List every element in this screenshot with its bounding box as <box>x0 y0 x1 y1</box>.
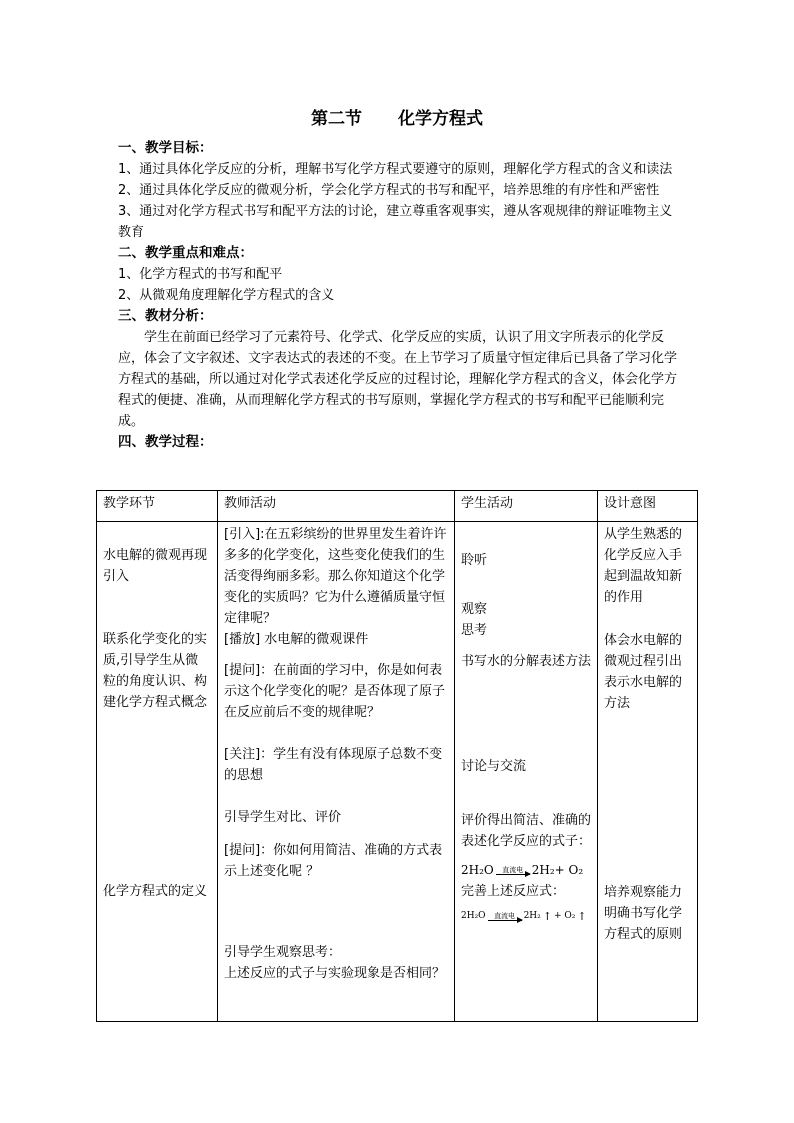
key-point-item: 2、从微观角度理解化学方程式的含义 <box>118 288 335 303</box>
gas-up-arrow-icon: ↑ <box>542 910 552 923</box>
intent-column <box>598 522 698 1022</box>
key-point-item: 1、化学方程式的书写和配平 <box>118 267 283 282</box>
equation-simple <box>461 860 591 881</box>
section-name: 化学方程式 <box>398 109 483 129</box>
header-intent: 设计意图 <box>598 491 698 522</box>
analysis-heading: 三、教材分析： <box>118 308 213 324</box>
reaction-arrow <box>488 912 522 921</box>
stage-item: 联系化学变化的实质,引导学生从微粒的角度认识、构建化学方程式概念 <box>103 632 208 710</box>
teacher-item: [提问]：在前面的学习中，你是如何表示这个化学变化的呢？是否体现了原子在反应前后不变的规律呢？ <box>224 663 446 720</box>
equation-product-h2: 2H₂ <box>523 911 541 921</box>
lesson-plan-body <box>118 138 678 453</box>
teacher-item: [引入]:在五彩缤纷的世界里发生着许许多多的化学变化，这些变化使我们的生活变得绚丽多彩。那么你知道这个化学变化的实质吗？它为什么遵循质量守恒定律呢？ <box>224 527 447 626</box>
student-item: 聆听 <box>461 553 488 568</box>
reaction-condition: 直流电 <box>494 912 516 920</box>
teaching-process-table <box>96 490 698 1022</box>
teacher-item: 引导学生对比、评价 <box>224 810 342 825</box>
section-number: 第二节 <box>311 109 362 129</box>
teacher-item: 引导学生观察思考： <box>224 945 342 960</box>
table-body-row <box>97 522 698 1022</box>
analysis-text: 学生在前面已经学习了元素符号、化学式、化学反应的实质，认识了用文字所表示的化学反应，体会了文字叙述、文字表达式的表述的不变。在上节学习了质量守恒定律后已具备了学习化学方程式的基础，所以通过对化学式表述化学反应的过程讨论，理解化学方程式的含义，体会化学方程式的便捷、准确，从而理解化学方程式的书写原则，掌握化学方程式的书写和配平已能顺利完成。 <box>118 330 678 429</box>
equation-product-o2: + O₂ <box>553 911 576 921</box>
teacher-item: [播放] 水电解的微观课件 <box>224 632 369 647</box>
process-heading: 四、教学过程： <box>118 434 213 450</box>
student-item: 观察 <box>461 602 488 617</box>
equation-complete <box>461 906 591 927</box>
header-student: 学生活动 <box>455 491 598 522</box>
stage-item: 化学方程式的定义 <box>103 884 208 899</box>
teacher-item: 上述反应的式子与实验现象是否相同？ <box>224 966 446 981</box>
equation-reactant: 2H₂O <box>461 863 494 877</box>
student-item: 评价得出简洁、准确的表述化学反应的式子： <box>461 813 592 849</box>
teacher-item: [关注]：学生有没有体现原子总数不变的思想 <box>224 747 443 783</box>
objective-item: 1、通过具体化学反应的分析，理解书写化学方程式要遵守的原则，理解化学方程式的含义和读法 <box>118 162 673 177</box>
header-stage: 教学环节 <box>97 491 218 522</box>
reaction-arrow <box>496 866 530 875</box>
stage-item: 水电解的微观再现引入 <box>103 548 208 584</box>
stage-column <box>97 522 218 1022</box>
student-item: 完善上述反应式： <box>461 884 566 899</box>
teacher-column <box>218 522 455 1022</box>
objective-item: 3、通过对化学方程式书写和配平方法的讨论，建立尊重客观事实，遵从客观规律的辩证唯物主义教育 <box>118 204 673 240</box>
teacher-item: [提问]：你如何用简洁、准确的方式表示上述变化呢 ？ <box>224 843 443 879</box>
student-column <box>455 522 598 1022</box>
header-teacher: 教师活动 <box>218 491 455 522</box>
intent-item: 从学生熟悉的化学反应入手起到温故知新的作用 <box>604 527 683 605</box>
student-item: 思考 <box>461 623 488 638</box>
student-item: 讨论与交流 <box>461 759 527 774</box>
intent-item: 培养观察能力明确书写化学方程式的原则 <box>604 885 683 942</box>
objectives-heading: 一、教学目标： <box>118 140 213 156</box>
equation-reactant: 2H₂O <box>461 911 486 921</box>
table-header-row <box>97 491 698 522</box>
intent-item: 体会水电解的微观过程引出表示水电解的方法 <box>604 633 683 711</box>
reaction-condition: 直流电 <box>502 866 524 874</box>
student-item: 书写水的分解表述方法 <box>461 654 592 669</box>
gas-up-arrow-icon: ↑ <box>577 910 587 923</box>
page-title <box>0 104 794 129</box>
key-points-heading: 二、教学重点和难点： <box>118 245 253 261</box>
objective-item: 2、通过具体化学反应的微观分析，学会化学方程式的书写和配平，培养思维的有序性和严密性 <box>118 183 660 198</box>
equation-products: 2H₂+ O₂ <box>531 863 584 877</box>
